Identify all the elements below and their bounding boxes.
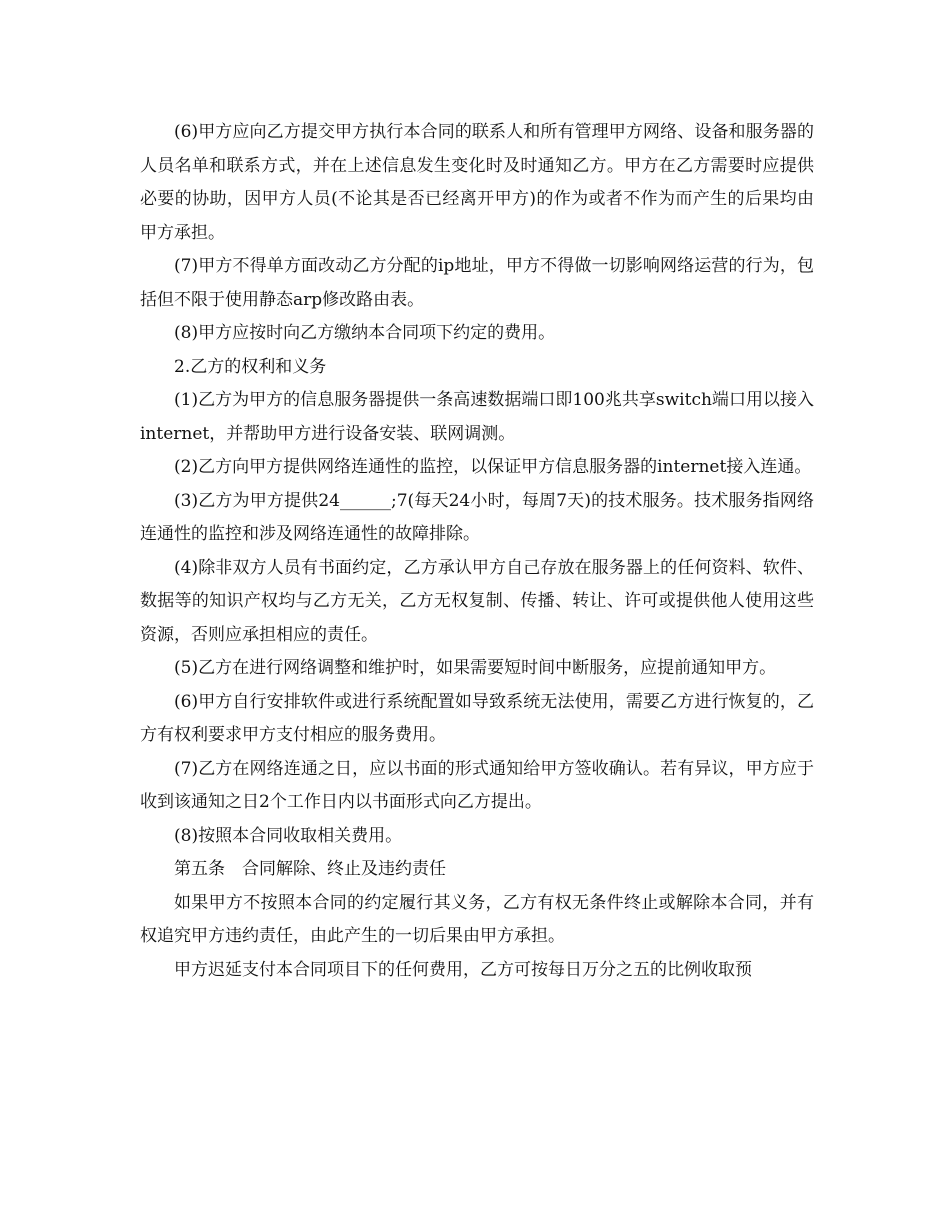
article-5-heading: 第五条 合同解除、终止及违约责任: [174, 859, 446, 879]
clause-2-party-b-monitoring: (2)乙方向甲方提供网络连通性的监控，以保证甲方信息服务器的internet接入连通。: [174, 457, 812, 477]
clause-5-party-b-maintenance: (5)乙方在进行网络调整和维护时，如果需要短时间中断服务，应提前通知甲方。: [174, 658, 777, 678]
section-heading-party-b-rights: 2.乙方的权利和义务: [174, 356, 327, 377]
clause-7-party-a-ip: (7)甲方不得单方面改动乙方分配的ip地址，甲方不得做一切影响网络运营的行为，包括但不限于使用静态arp修改路由表。: [140, 256, 814, 310]
clause-7-party-b-notice: (7)乙方在网络连通之日，应以书面的形式通知给甲方签收确认。若有异议，甲方应于收到该通知之日2个工作日内以书面形式向乙方提出。: [140, 758, 814, 812]
clause-6-party-b-recovery: (6)甲方自行安排软件或进行系统配置如导致系统无法使用，需要乙方进行恢复的，乙方有权利要求甲方支付相应的服务费用。: [140, 691, 814, 745]
clause-1-party-b-port: (1)乙方为甲方的信息服务器提供一条高速数据端口即100兆共享switch端口用以接入internet，并帮助甲方进行设备安装、联网调测。: [140, 390, 814, 444]
clause-8-party-b-fees: (8)按照本合同收取相关费用。: [174, 825, 403, 846]
clause-3-party-b-support: (3)乙方为甲方提供24______;7(每天24小时，每周7天)的技术服务。技术服务指网络连通性的监控和涉及网络连通性的故障排除。: [140, 490, 814, 544]
article-5-para-late-payment: 甲方迟延支付本合同项目下的任何费用，乙方可按每日万分之五的比例收取预: [174, 959, 752, 980]
article-5-para-termination: 如果甲方不按照本合同的约定履行其义务，乙方有权无条件终止或解除本合同，并有权追究甲方违约责任，由此产生的一切后果由甲方承担。: [140, 892, 814, 946]
clause-4-party-b-ip-rights: (4)除非双方人员有书面约定，乙方承认甲方自己存放在服务器上的任何资料、软件、数据等的知识产权均与乙方无关，乙方无权复制、传播、转让、许可或提供他人使用这些资源，否则应承担相应的责任。: [140, 557, 814, 645]
clause-8-party-a-fees: (8)甲方应按时向乙方缴纳本合同项下约定的费用。: [174, 323, 556, 343]
clause-6-party-a-contacts: (6)甲方应向乙方提交甲方执行本合同的联系人和所有管理甲方网络、设备和服务器的人员名单和联系方式，并在上述信息发生变化时及时通知乙方。甲方在乙方需要时应提供必要的协助，因甲方人员(不论其是否已经离开甲方)的作为或者不作为而产生的后果均由甲方承担。: [140, 122, 814, 243]
